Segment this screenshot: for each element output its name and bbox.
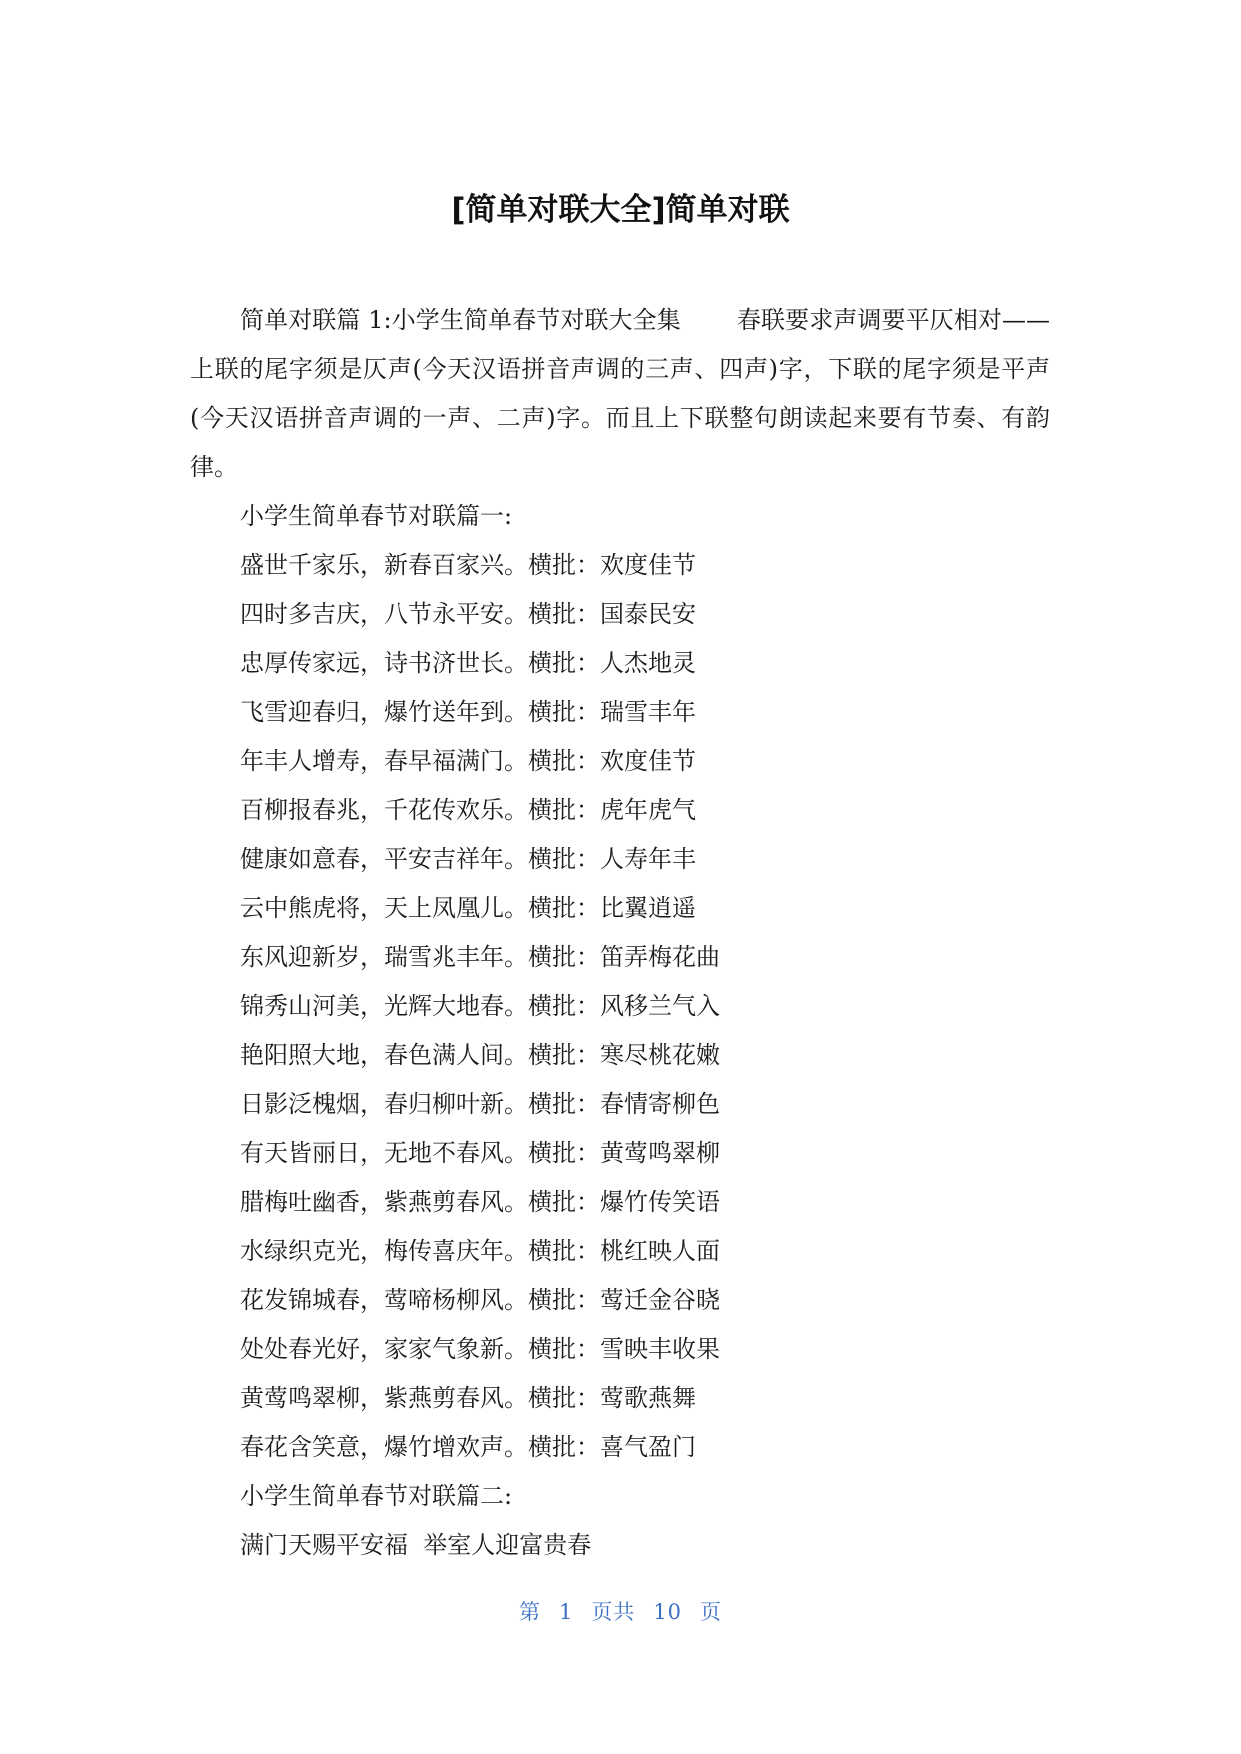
section1-heading: 小学生简单春节对联篇一:	[240, 502, 513, 530]
couplet-line: 忠厚传家远，诗书济世长。横批：人杰地灵	[240, 649, 696, 677]
footer-prefix: 第	[518, 1600, 541, 1624]
couplet-line: 腊梅吐幽香，紫燕剪春风。横批：爆竹传笑语	[240, 1188, 720, 1216]
couplet-line: 健康如意春，平安吉祥年。横批：人寿年丰	[240, 845, 696, 873]
section2-heading: 小学生简单春节对联篇二:	[240, 1482, 513, 1510]
footer-page-number: 1	[558, 1600, 574, 1624]
couplet-line: 黄莺鸣翠柳，紫燕剪春风。横批：莺歌燕舞	[240, 1384, 696, 1412]
couplet-line: 盛世千家乐，新春百家兴。横批：欢度佳节	[240, 551, 696, 579]
couplet-line: 东风迎新岁，瑞雪兆丰年。横批：笛弄梅花曲	[240, 943, 720, 971]
document-title: [简单对联大全]简单对联	[451, 192, 790, 228]
couplet-line: 处处春光好，家家气象新。横批：雪映丰收果	[240, 1335, 720, 1363]
intro-part2: 春联要求声调要平仄相对——上联的尾字须是仄声(今天汉语拼音声调的三声、四声)字，下联的尾字须是平声(今天汉语拼音声调的一声、二声)字。而且上下联整句朗读起来要有节奏、有韵律。	[190, 306, 1051, 481]
couplet-line: 年丰人增寿，春早福满门。横批：欢度佳节	[240, 747, 696, 775]
document-body	[190, 296, 1050, 1570]
couplet-line: 锦秀山河美，光辉大地春。横批：风移兰气入	[240, 992, 720, 1020]
couplet-line: 有天皆丽日，无地不春风。横批：黄莺鸣翠柳	[240, 1139, 720, 1167]
page-footer	[0, 1596, 1241, 1626]
section2-first-couplet: 满门天赐平安福 举室人迎富贵春	[240, 1531, 592, 1559]
couplet-line: 水绿织克光，梅传喜庆年。横批：桃红映人面	[240, 1237, 720, 1265]
footer-middle: 页共	[591, 1600, 636, 1624]
couplet-line: 艳阳照大地，春色满人间。横批：寒尽桃花嫩	[240, 1041, 720, 1069]
couplet-line: 飞雪迎春归，爆竹送年到。横批：瑞雪丰年	[240, 698, 696, 726]
footer-total-pages: 10	[653, 1600, 683, 1624]
couplet-line: 日影泛槐烟，春归柳叶新。横批：春情寄柳色	[240, 1090, 720, 1118]
couplet-line: 四时多吉庆，八节永平安。横批：国泰民安	[240, 600, 696, 628]
couplet-line: 春花含笑意，爆竹增欢声。横批：喜气盈门	[240, 1433, 696, 1461]
couplet-line: 云中熊虎将，天上凤凰儿。横批：比翼逍遥	[240, 894, 696, 922]
intro-paragraph	[190, 296, 1050, 492]
couplet-list	[190, 541, 1050, 1472]
intro-part1: 简单对联篇 1:小学生简单春节对联大全集	[240, 306, 681, 334]
couplet-line: 花发锦城春，莺啼杨柳风。横批：莺迁金谷晓	[240, 1286, 720, 1314]
footer-suffix: 页	[700, 1600, 723, 1624]
couplet-line: 百柳报春兆，千花传欢乐。横批：虎年虎气	[240, 796, 696, 824]
